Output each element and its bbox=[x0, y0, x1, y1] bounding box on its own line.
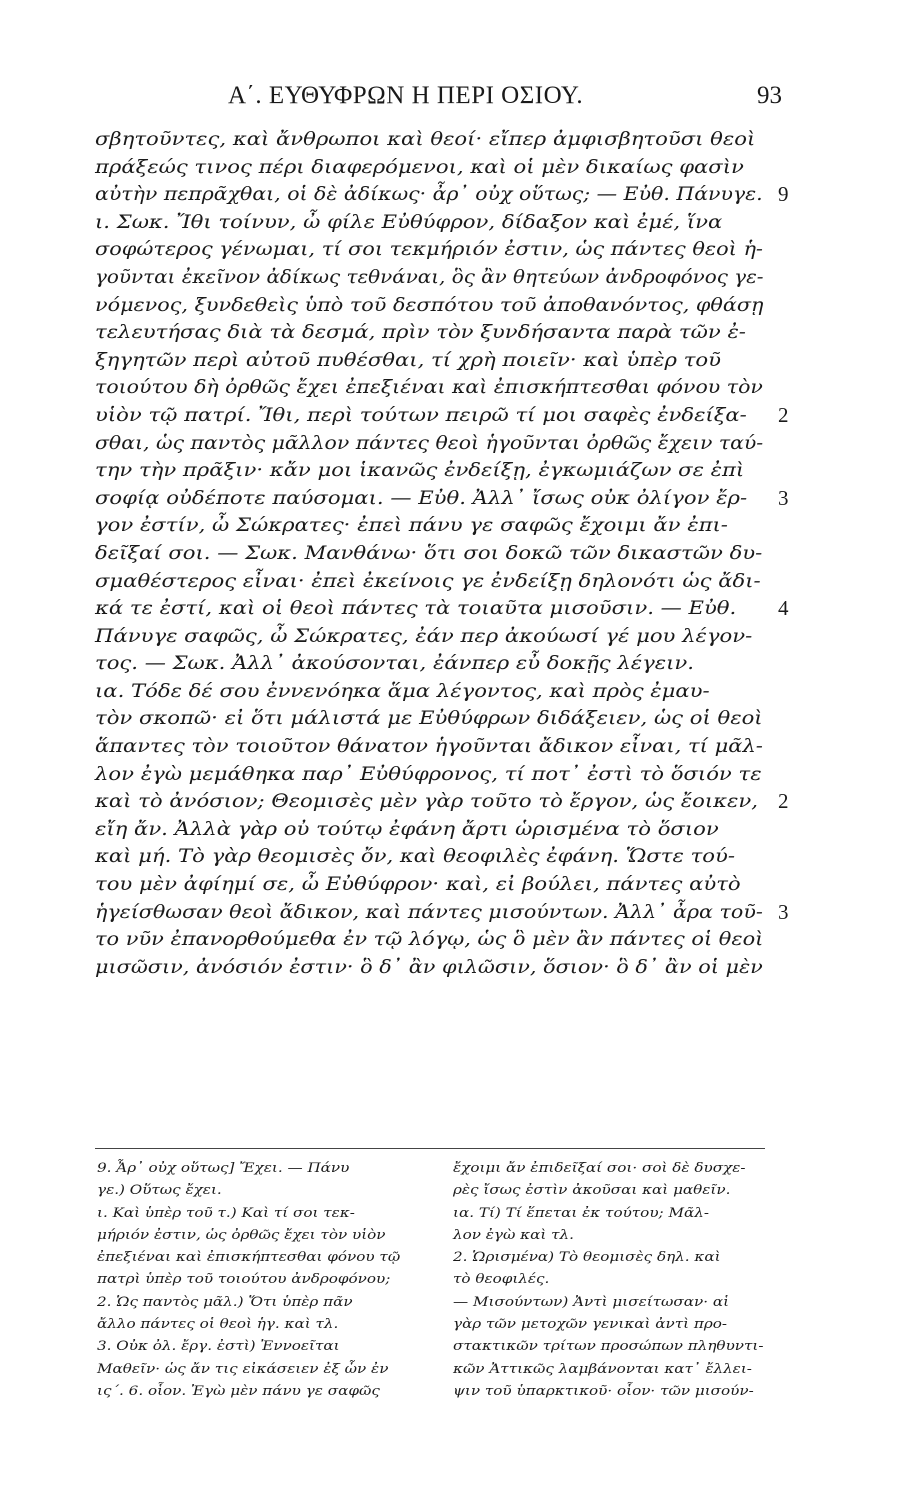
text-line bbox=[95, 181, 789, 209]
text-line bbox=[95, 485, 789, 513]
footnote-line bbox=[453, 1225, 778, 1247]
text-line-content: μισῶσιν, ἀνόσιόν ἐστιν· ὃ δ᾽ ἂν φιλῶσιν, ὅσιον· ὃ δ᾽ ἂν οἱ μὲν bbox=[95, 956, 763, 978]
footnote-line-content: ἄλλο πάντες οἱ θεοὶ ἡγ. καὶ τλ. bbox=[97, 1317, 339, 1333]
text-line-content: εἴη ἄν. Ἀλλὰ γὰρ οὐ τούτῳ ἐφάνη ἄρτι ὡρισμένα τὸ ὅσιον bbox=[95, 818, 719, 840]
footnote-line-content: γε.) Οὕτως ἔχει. bbox=[97, 1183, 222, 1199]
text-line bbox=[95, 761, 775, 789]
text-line-content: την τὴν πρᾶξιν· κἄν μοι ἱκανῶς ἐνδείξῃ, ἐγκωμιάζων σε ἐπὶ bbox=[95, 460, 745, 482]
text-line-content: γοῦνται ἐκεῖνον ἀδίκως τεθνάναι, ὃς ἂν θητεύων ἀνδροφόνος γε- bbox=[95, 266, 764, 288]
footnote-line bbox=[97, 1292, 422, 1314]
footnote-line-content: 2. Ὡρισμένα) Τὸ θεομισὲς δηλ. καὶ bbox=[453, 1250, 721, 1266]
footnote-line-content: 9. Ἆρ᾽ οὐχ οὕτως] Ἔχει. — Πάνυ bbox=[97, 1161, 350, 1176]
footnote-line bbox=[453, 1180, 778, 1202]
text-line bbox=[95, 788, 789, 816]
text-line-content: τελευτήσας διὰ τὰ δεσμά, πρὶν τὸν ξυνδήσαντα παρὰ τῶν ἐ- bbox=[95, 322, 746, 344]
text-line bbox=[95, 926, 775, 954]
text-line bbox=[95, 154, 775, 182]
text-line-content: δεῖξαί σοι. — Σωκ. Μανθάνω· ὅτι σοι δοκῶ τῶν δικαστῶν δυ- bbox=[95, 542, 763, 564]
text-line bbox=[95, 705, 775, 733]
text-line bbox=[95, 209, 775, 237]
text-line-content: υἱὸν τῷ πατρί. Ἴθι, περὶ τούτων πειρῶ τί μοι σαφὲς ἐνδείξα- bbox=[95, 404, 747, 426]
text-line bbox=[95, 650, 775, 678]
main-text-block bbox=[95, 126, 789, 981]
marginal-section-number: 9 bbox=[778, 182, 789, 207]
text-line-content: σοφώτερος γένωμαι, τί σοι τεκμήριόν ἐστιν, ὡς πάντες θεοὶ ἡ- bbox=[95, 239, 763, 261]
text-line bbox=[95, 568, 775, 596]
text-line bbox=[95, 402, 789, 430]
text-line bbox=[95, 126, 775, 154]
footnote-line-content: ἐπεξιέναι καὶ ἐπισκήπτεσθαι φόνου τῷ bbox=[97, 1250, 401, 1266]
text-line-content: ἡγείσθωσαν θεοὶ ἄδικον, καὶ πάντες μισούντων. Ἀλλ᾽ ἆρα τοῦ- bbox=[95, 901, 763, 923]
text-line bbox=[95, 264, 775, 292]
footnote-line bbox=[97, 1269, 422, 1291]
footnote-line-content: ψιν τοῦ ὑπαρκτικοῦ· οἷον· τῶν μισούν- bbox=[453, 1383, 754, 1399]
footnote-line bbox=[453, 1158, 778, 1180]
footnote-line bbox=[453, 1203, 778, 1225]
footnote-line bbox=[453, 1269, 778, 1291]
text-line bbox=[95, 292, 775, 320]
footnote-line-content: 3. Οὐκ ὀλ. ἔργ. ἐστὶ) Ἐννοεῖται bbox=[97, 1339, 340, 1355]
text-line-content: ἅπαντες τὸν τοιοῦτον θάνατον ἡγοῦνται ἄδικον εἶναι, τί μᾶλ- bbox=[95, 736, 763, 758]
text-line-content: του μὲν ἀφίημί σε, ὦ Εὐθύφρον· καὶ, εἰ βούλει, πάντες αὐτὸ bbox=[95, 874, 741, 896]
text-line-content: καὶ τὸ ἀνόσιον; Θεομισὲς μὲν γὰρ τοῦτο τὸ ἔργον, ὡς ἔοικεν, bbox=[95, 791, 758, 813]
text-line bbox=[95, 236, 775, 264]
footnote-line-content: ια. Τί) Τί ἕπεται ἐκ τούτου; Μᾶλ- bbox=[453, 1205, 709, 1221]
page-number: 93 bbox=[757, 82, 782, 109]
footnote-line bbox=[453, 1292, 778, 1314]
text-line bbox=[95, 678, 775, 706]
footnote-line-content: ις΄. 6. οἷον. Ἐγὼ μὲν πάνυ γε σαφῶς bbox=[97, 1383, 380, 1399]
text-line-content: ι. Σωκ. Ἴθι τοίνυν, ὦ φίλε Εὐθύφρον, δίδαξον καὶ ἐμέ, ἵνα bbox=[95, 211, 723, 233]
text-line bbox=[95, 374, 775, 402]
marginal-section-number: 3 bbox=[778, 485, 789, 510]
text-line-content: πράξεώς τινος πέρι διαφερόμενοι, καὶ οἱ μὲν δικαίως φασὶν bbox=[95, 156, 744, 178]
footnote-line-content: ἔχοιμι ἄν ἐπιδεῖξαί σοι· σοὶ δὲ δυσχε- bbox=[453, 1161, 746, 1176]
footnote-line-content: πατρὶ ὑπὲρ τοῦ τοιούτου ἀνδροφόνου; bbox=[97, 1272, 391, 1288]
marginal-section-number: 2 bbox=[778, 789, 789, 814]
text-line bbox=[95, 623, 775, 651]
text-line-content: αὐτὴν πεπρᾶχθαι, οἱ δὲ ἀδίκως· ἆρ᾽ οὐχ οὕτως; — Εὐθ. Πάνυγε. bbox=[95, 184, 763, 206]
text-line bbox=[95, 319, 775, 347]
text-line bbox=[95, 430, 775, 458]
text-line-content: ξηγητῶν περὶ αὐτοῦ πυθέσθαι, τί χρὴ ποιεῖν· καὶ ὑπὲρ τοῦ bbox=[95, 349, 721, 371]
footnote-line bbox=[453, 1314, 778, 1336]
text-line-content: τοιούτου δὴ ὀρθῶς ἔχει ἐπεξιέναι καὶ ἐπισκήπτεσθαι φόνου τὸν bbox=[95, 377, 763, 399]
footnotes-left-column bbox=[97, 1158, 422, 1403]
text-line bbox=[95, 457, 775, 485]
text-line-content: Πάνυγε σαφῶς, ὦ Σώκρατες, ἐάν περ ἀκούωσί γέ μου λέγον- bbox=[95, 625, 753, 647]
text-line-content: σοφίᾳ οὐδέποτε παύσομαι. — Εὐθ. Ἀλλ᾽ ἴσως οὐκ ὀλίγον ἔρ- bbox=[95, 487, 748, 509]
marginal-section-number: 2 bbox=[778, 402, 789, 427]
footnote-line-content: — Μισούντων) Ἀντὶ μισείτωσαν· αἱ bbox=[453, 1294, 730, 1310]
footnotes-right-column bbox=[453, 1158, 778, 1403]
footnote-line-content: ρὲς ἴσως ἐστὶν ἀκοῦσαι καὶ μαθεῖν. bbox=[453, 1183, 731, 1199]
footnote-line bbox=[453, 1336, 778, 1358]
footnote-line bbox=[453, 1247, 778, 1269]
footnote-line-content: στακτικῶν τρίτων προσώπων πληθυντι- bbox=[453, 1339, 764, 1355]
text-line bbox=[95, 843, 775, 871]
text-line-content: ια. Τόδε δέ σου ἐννενόηκα ἅμα λέγοντος, καὶ πρὸς ἐμαυ- bbox=[95, 680, 710, 702]
footnote-line bbox=[453, 1381, 778, 1403]
footnote-line-content: ι. Καὶ ὑπὲρ τοῦ τ.) Καὶ τί σοι τεκ- bbox=[97, 1205, 355, 1221]
footnote-line-content: μήριόν ἐστιν, ὡς ὀρθῶς ἔχει τὸν υἱὸν bbox=[97, 1227, 386, 1243]
text-line-content: κά τε ἐστί, καὶ οἱ θεοὶ πάντες τὰ τοιαῦτα μισοῦσιν. — Εὐθ. bbox=[95, 598, 737, 620]
text-line bbox=[95, 871, 775, 899]
footnote-line-content: γὰρ τῶν μετοχῶν γενικαὶ ἀντὶ προ- bbox=[453, 1317, 728, 1333]
footnote-line bbox=[97, 1247, 422, 1269]
text-line-content: σθαι, ὡς παντὸς μᾶλλον πάντες θεοὶ ἡγοῦνται ὀρθῶς ἔχειν ταύ- bbox=[95, 432, 764, 454]
running-header bbox=[0, 82, 907, 122]
footnote-line-content: Μαθεῖν· ὡς ἄν τις εἰκάσειεν ἐξ ὧν ἐν bbox=[97, 1361, 389, 1377]
footnote-line bbox=[97, 1359, 422, 1381]
text-line-content: σμαθέστερος εἶναι· ἐπεὶ ἐκείνοις γε ἐνδείξῃ δηλονότι ὡς ἄδι- bbox=[95, 570, 761, 592]
marginal-section-number: 4 bbox=[778, 596, 789, 621]
text-line-content: τὸν σκοπῶ· εἰ ὅτι μάλιστά με Εὐθύφρων διδάξειεν, ὡς οἱ θεοὶ bbox=[95, 708, 763, 730]
footnote-line bbox=[97, 1203, 422, 1225]
running-head-title: Α΄. ΕΥΘΥΦΡΩΝ Η ΠΕΡΙ ΟΣΙΟΥ. bbox=[228, 82, 584, 109]
text-line-content: γον ἐστίν, ὦ Σώκρατες· ἐπεὶ πάνυ γε σαφῶς ἔχοιμι ἄν ἐπι- bbox=[95, 515, 728, 537]
text-line bbox=[95, 733, 775, 761]
text-line bbox=[95, 347, 775, 375]
footnote-rule bbox=[95, 1148, 765, 1149]
text-line-content: καὶ μή. Τὸ γὰρ θεομισὲς ὄν, καὶ θεοφιλὲς ἐφάνη. Ὥστε τού- bbox=[95, 846, 736, 868]
text-line-content: τος. — Σωκ. Ἀλλ᾽ ἀκούσονται, ἐάνπερ εὖ δοκῇς λέγειν. bbox=[95, 653, 694, 675]
text-line-content: νόμενος, ξυνδεθεὶς ὑπὸ τοῦ δεσπότου τοῦ ἀποθανόντος, φθάσῃ bbox=[95, 294, 764, 316]
text-line-content: το νῦν ἐπανορθούμεθα ἐν τῷ λόγῳ, ὡς ὃ μὲν ἂν πάντες οἱ θεοὶ bbox=[95, 929, 764, 951]
footnote-line bbox=[453, 1359, 778, 1381]
footnote-line bbox=[97, 1381, 422, 1403]
text-line bbox=[95, 540, 775, 568]
footnote-line bbox=[97, 1180, 422, 1202]
text-line bbox=[95, 512, 775, 540]
text-line bbox=[95, 899, 789, 927]
footnote-line-content: λον ἐγὼ καὶ τλ. bbox=[453, 1227, 574, 1243]
marginal-section-number: 3 bbox=[778, 899, 789, 924]
text-line-content: λον ἐγὼ μεμάθηκα παρ᾽ Εὐθύφρονος, τί ποτ᾽ ἐστὶ τὸ ὅσιόν τε bbox=[95, 763, 762, 785]
footnote-line-content: κῶν Ἀττικῶς λαμβάνονται κατ᾽ ἔλλει- bbox=[453, 1361, 752, 1377]
footnote-line bbox=[97, 1336, 422, 1358]
footnote-line bbox=[97, 1158, 422, 1180]
footnote-line bbox=[97, 1314, 422, 1336]
text-line bbox=[95, 595, 789, 623]
footnote-line bbox=[97, 1225, 422, 1247]
text-line-content: σβητοῦντες, καὶ ἄνθρωποι καὶ θεοί· εἴπερ ἀμφισβητοῦσι θεοὶ bbox=[95, 129, 756, 150]
footnote-line-content: τὸ θεοφιλές. bbox=[453, 1272, 550, 1288]
footnote-line-content: 2. Ὡς παντὸς μᾶλ.) Ὅτι ὑπὲρ πᾶν bbox=[97, 1294, 353, 1310]
text-line bbox=[95, 954, 775, 982]
text-line bbox=[95, 816, 775, 844]
